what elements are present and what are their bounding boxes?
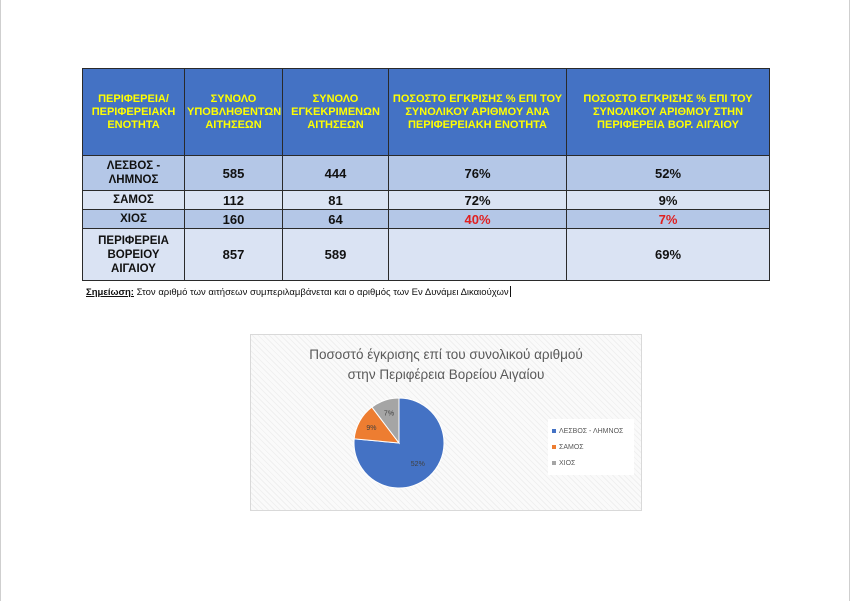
header-pct-region: ΠΟΣΟΣΤΟ ΕΓΚΡΙΣΗΣ % ΕΠΙ ΤΟΥ ΣΥΝΟΛΙΚΟΥ ΑΡΙΘΜΟΥ ΣΤΗΝ ΠΕΡΙΦΕΡΕΙΑ ΒΟΡ. ΑΙΓΑΙΟΥ bbox=[567, 69, 770, 156]
pie-data-label: 9% bbox=[366, 425, 377, 433]
pie-data-label: 52% bbox=[410, 461, 425, 469]
legend-label: ΛΕΣΒΟΣ - ΛΗΜΝΟΣ bbox=[559, 427, 624, 435]
row-name: ΛΕΣΒΟΣ - ΛΗΜΝΟΣ bbox=[83, 156, 185, 191]
row-pct-unit bbox=[389, 229, 567, 281]
table-row-total bbox=[83, 229, 770, 281]
row-approved: 64 bbox=[283, 210, 389, 229]
row-approved: 444 bbox=[283, 156, 389, 191]
header-submitted: ΣΥΝΟΛΟ ΥΠΟΒΛΗΘΕΝΤΩΝ ΑΙΤΗΣΕΩΝ bbox=[185, 69, 283, 156]
table-note bbox=[86, 286, 511, 298]
legend-swatch bbox=[552, 461, 556, 465]
row-pct-region: 52% bbox=[567, 156, 770, 191]
chart-title-line: στην Περιφέρεια Βορείου Αιγαίου bbox=[347, 367, 545, 382]
row-submitted: 585 bbox=[185, 156, 283, 191]
table-row bbox=[83, 191, 770, 210]
row-pct-region: 69% bbox=[567, 229, 770, 281]
header-region: ΠΕΡΙΦΕΡΕΙΑ/ ΠΕΡΙΦΕΡΕΙΑΚΗ ΕΝΟΤΗΤΑ bbox=[83, 69, 185, 156]
legend-item bbox=[548, 455, 634, 471]
legend-label: ΧΙΟΣ bbox=[559, 459, 576, 467]
row-name: ΧΙΟΣ bbox=[83, 210, 185, 229]
table-row bbox=[83, 156, 770, 191]
row-pct-unit: 76% bbox=[389, 156, 567, 191]
legend-swatch bbox=[552, 429, 556, 433]
table-header-row bbox=[83, 69, 770, 156]
row-pct-unit: 72% bbox=[389, 191, 567, 210]
row-approved: 589 bbox=[283, 229, 389, 281]
pie-chart bbox=[250, 334, 642, 511]
text-cursor bbox=[510, 286, 511, 297]
approval-table bbox=[82, 68, 770, 281]
pie-data-label: 7% bbox=[383, 410, 395, 418]
chart-title-line: Ποσοστό έγκρισης επί του συνολικού αριθμού bbox=[309, 347, 583, 362]
legend-item bbox=[548, 439, 634, 455]
row-submitted: 112 bbox=[185, 191, 283, 210]
row-approved: 81 bbox=[283, 191, 389, 210]
header-pct-unit: ΠΟΣΟΣΤΟ ΕΓΚΡΙΣΗΣ % ΕΠΙ ΤΟΥ ΣΥΝΟΛΙΚΟΥ ΑΡΙΘΜΟΥ ΑΝΑ ΠΕΡΙΦΕΡΕΙΑΚΗ ΕΝΟΤΗΤΑ bbox=[389, 69, 567, 156]
page-edge-left bbox=[0, 0, 1, 601]
legend-swatch bbox=[552, 445, 556, 449]
chart-legend bbox=[548, 419, 634, 475]
row-submitted: 160 bbox=[185, 210, 283, 229]
legend-item bbox=[548, 423, 634, 439]
row-pct-region: 9% bbox=[567, 191, 770, 210]
row-submitted: 857 bbox=[185, 229, 283, 281]
row-name: ΣΑΜΟΣ bbox=[83, 191, 185, 210]
legend-label: ΣΑΜΟΣ bbox=[559, 443, 584, 451]
note-text: Στον αριθμό των αιτήσεων συμπεριλαμβάνεται και ο αριθμός των Εν Δυνάμει Δικαιούχων bbox=[133, 287, 509, 298]
header-approved: ΣΥΝΟΛΟ ΕΓΚΕΚΡΙΜΕΝΩΝ ΑΙΤΗΣΕΩΝ bbox=[283, 69, 389, 156]
note-label: Σημείωση: bbox=[86, 287, 134, 298]
row-name: ΠΕΡΙΦΕΡΕΙΑ ΒΟΡΕΙΟΥ ΑΙΓΑΙΟΥ bbox=[83, 229, 185, 281]
row-pct-region: 7% bbox=[567, 210, 770, 229]
table-row bbox=[83, 210, 770, 229]
row-pct-unit: 40% bbox=[389, 210, 567, 229]
